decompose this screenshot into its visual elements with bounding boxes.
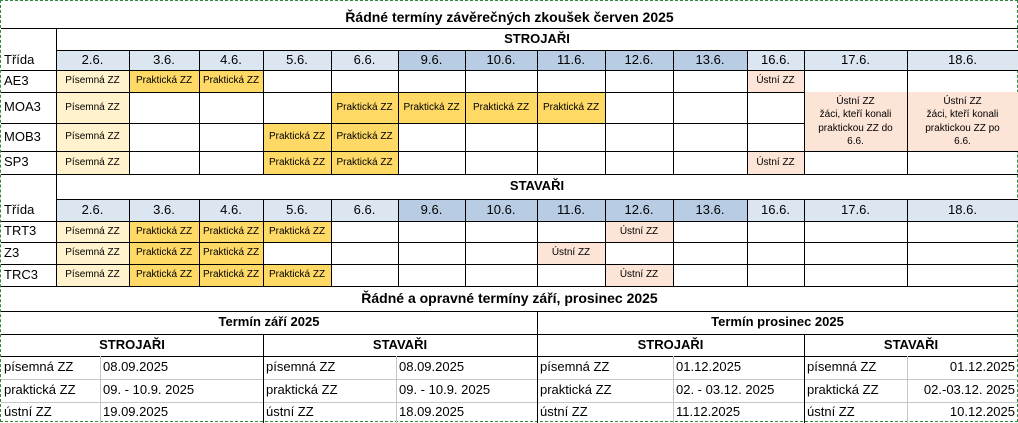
empty-cell[interactable] (537, 151, 605, 174)
grid-line (100, 356, 101, 423)
exam-cell-prakticka[interactable]: Praktická ZZ (129, 242, 199, 264)
december-strojari-title[interactable]: STROJAŘI (637, 336, 704, 352)
empty-cell[interactable] (129, 123, 199, 151)
strojari-date-header[interactable]: 16.6. (747, 50, 804, 70)
empty-cell[interactable] (747, 221, 804, 242)
strojari-date-header[interactable]: 12.6. (605, 50, 673, 70)
term-label[interactable]: ústní ZZ (807, 404, 855, 420)
empty-cell[interactable] (199, 92, 263, 123)
empty-cell[interactable] (537, 221, 605, 242)
oral-exam-note-line: Ústní ZZ (836, 96, 875, 108)
strojari-date-header[interactable]: 17.6. (804, 50, 907, 70)
stavari-date-header[interactable]: 6.6. (331, 199, 398, 221)
grid-line (1, 264, 1018, 265)
exam-cell-pisemna[interactable]: Písemná ZZ (56, 242, 129, 264)
grid-line (199, 50, 200, 174)
grid-line (1, 402, 1018, 403)
term-date-value[interactable]: 02. - 03.12. 2025 (676, 382, 775, 398)
strojari-date-header[interactable]: 4.6. (199, 50, 263, 70)
term-date-value[interactable]: 19.09.2025 (103, 404, 169, 420)
empty-cell[interactable] (331, 221, 398, 242)
grid-line (605, 50, 606, 174)
empty-cell[interactable] (804, 264, 907, 286)
strojari-class-label[interactable]: MOB3 (4, 128, 41, 144)
grid-line (56, 174, 57, 199)
grid-line (263, 50, 264, 174)
strojari-class-label[interactable]: SP3 (4, 154, 29, 170)
strojari-date-header[interactable]: 11.6. (537, 50, 605, 70)
exam-cell-ustni[interactable]: Ústní ZZ (605, 264, 673, 286)
bottom-title[interactable]: Řádné a opravné termíny září, prosinec 2025 (361, 289, 658, 306)
empty-cell[interactable] (465, 264, 537, 286)
empty-cell[interactable] (398, 70, 465, 92)
term-date-value[interactable]: 09. - 10.9. 2025 (399, 382, 491, 398)
exam-cell-ustni[interactable]: Ústní ZZ (747, 151, 804, 174)
strojari-title[interactable]: STROJAŘI (504, 30, 570, 46)
empty-cell[interactable] (331, 242, 398, 264)
empty-cell[interactable] (673, 221, 747, 242)
empty-cell[interactable] (804, 151, 907, 174)
term-date-value[interactable]: 08.09.2025 (103, 359, 169, 375)
empty-cell[interactable] (398, 242, 465, 264)
empty-cell[interactable] (263, 70, 331, 92)
term-label[interactable]: písemná ZZ (4, 359, 74, 375)
grid-line (1, 334, 1018, 335)
empty-cell[interactable] (605, 92, 673, 123)
stavari-date-header[interactable]: 2.6. (56, 199, 129, 221)
empty-cell[interactable] (537, 123, 605, 151)
exam-cell-prakticka[interactable]: Praktická ZZ (465, 92, 537, 123)
empty-cell[interactable] (465, 123, 537, 151)
stavari-date-header[interactable]: 18.6. (907, 199, 1018, 221)
stavari-date-header[interactable]: 11.6. (537, 199, 605, 221)
empty-cell[interactable] (398, 221, 465, 242)
strojari-date-header[interactable]: 3.6. (129, 50, 199, 70)
december-title[interactable]: Termín prosinec 2025 (711, 314, 844, 330)
strojari-class-label[interactable]: AE3 (4, 72, 29, 88)
empty-cell[interactable] (673, 242, 747, 264)
stavari-title[interactable]: STAVAŘI (509, 178, 565, 194)
term-label[interactable]: praktická ZZ (266, 382, 338, 398)
strojari-class-label[interactable]: MOA3 (4, 99, 41, 115)
empty-cell[interactable] (747, 264, 804, 286)
grid-line (1, 242, 1018, 243)
term-label[interactable]: písemná ZZ (807, 359, 877, 375)
grid-line (907, 356, 908, 423)
term-label[interactable]: praktická ZZ (4, 382, 76, 398)
oral-exam-note[interactable] (804, 92, 907, 151)
term-label[interactable]: ústní ZZ (540, 404, 588, 420)
exam-cell-ustni[interactable]: Ústní ZZ (747, 70, 804, 92)
exam-cell-prakticka[interactable]: Praktická ZZ (263, 151, 331, 174)
empty-cell[interactable] (465, 70, 537, 92)
strojari-date-header[interactable]: 5.6. (263, 50, 331, 70)
grid-line (1, 151, 1018, 152)
grid-line (804, 334, 805, 423)
exam-cell-prakticka[interactable]: Praktická ZZ (263, 123, 331, 151)
exam-cell-ustni[interactable]: Ústní ZZ (537, 242, 605, 264)
stavari-row-label-header[interactable]: Třída (4, 201, 35, 217)
empty-cell[interactable] (673, 151, 747, 174)
term-date-value[interactable]: 10.12.2025 (949, 404, 1015, 420)
grid-line (907, 92, 908, 151)
exam-cell-prakticka[interactable]: Praktická ZZ (199, 264, 263, 286)
strojari-date-header[interactable]: 18.6. (907, 50, 1018, 70)
grid-line (1, 221, 1018, 222)
empty-cell[interactable] (605, 242, 673, 264)
exam-cell-prakticka[interactable]: Praktická ZZ (331, 92, 398, 123)
stavari-date-header[interactable]: 17.6. (804, 199, 907, 221)
stavari-class-label[interactable]: TRC3 (4, 266, 38, 282)
exam-cell-prakticka[interactable]: Praktická ZZ (263, 221, 331, 242)
exam-cell-prakticka[interactable]: Praktická ZZ (129, 264, 199, 286)
oral-exam-note-line: žáci, kteří konali praktickou ZZ do 6.6. (818, 109, 893, 147)
term-label[interactable]: ústní ZZ (4, 404, 52, 420)
term-label[interactable]: ústní ZZ (266, 404, 314, 420)
empty-cell[interactable] (465, 151, 537, 174)
term-date-value[interactable]: 18.09.2025 (399, 404, 465, 420)
stavari-date-header[interactable]: 9.6. (398, 199, 465, 221)
grid-line (537, 311, 538, 423)
term-date-value[interactable]: 02.-03.12. 2025 (923, 382, 1015, 398)
empty-cell[interactable] (129, 151, 199, 174)
empty-cell[interactable] (804, 221, 907, 242)
empty-cell[interactable] (398, 123, 465, 151)
grid-line (673, 356, 674, 423)
empty-cell[interactable] (398, 264, 465, 286)
stavari-class-label[interactable]: Z3 (4, 244, 20, 260)
grid-line (1, 28, 1018, 29)
exam-cell-ustni[interactable]: Ústní ZZ (605, 221, 673, 242)
stavari-date-header[interactable]: 4.6. (199, 199, 263, 221)
grid-line (465, 50, 466, 174)
december-stavari-title[interactable]: STAVAŘI (883, 336, 939, 352)
main-title[interactable]: Řádné termíny závěrečných zkoušek červen 2025 (345, 8, 674, 25)
grid-line (331, 50, 332, 174)
strojari-date-header[interactable]: 2.6. (56, 50, 129, 70)
exam-cell-pisemna[interactable]: Písemná ZZ (56, 92, 129, 123)
strojari-date-header[interactable]: 6.6. (331, 50, 398, 70)
term-date-value[interactable]: 01.12.2025 (949, 359, 1015, 375)
empty-cell[interactable] (673, 92, 747, 123)
grid-line (56, 50, 57, 174)
stavari-date-header[interactable]: 5.6. (263, 199, 331, 221)
exam-cell-prakticka[interactable]: Praktická ZZ (263, 264, 331, 286)
empty-cell[interactable] (907, 264, 1018, 286)
empty-cell[interactable] (747, 123, 804, 151)
term-date-value[interactable]: 11.12.2025 (676, 404, 741, 420)
empty-cell[interactable] (465, 221, 537, 242)
empty-cell[interactable] (804, 242, 907, 264)
stavari-date-header[interactable]: 12.6. (605, 199, 673, 221)
empty-cell[interactable] (907, 242, 1018, 264)
oral-exam-note[interactable] (907, 92, 1018, 151)
grid-line (56, 28, 57, 50)
empty-cell[interactable] (747, 242, 804, 264)
term-date-value[interactable]: 08.09.2025 (399, 359, 465, 375)
exam-cell-prakticka[interactable]: Praktická ZZ (398, 92, 465, 123)
term-label[interactable]: písemná ZZ (266, 359, 336, 375)
grid-line (1, 356, 1018, 357)
empty-cell[interactable] (747, 92, 804, 123)
strojari-row-label-header[interactable]: Třída (4, 51, 35, 67)
strojari-date-header[interactable]: 13.6. (673, 50, 747, 70)
empty-cell[interactable] (673, 123, 747, 151)
empty-cell[interactable] (673, 264, 747, 286)
september-title[interactable]: Termín září 2025 (218, 314, 320, 330)
empty-cell[interactable] (199, 151, 263, 174)
grid-line (1, 70, 1018, 71)
empty-cell[interactable] (129, 92, 199, 123)
empty-cell[interactable] (907, 151, 1018, 174)
strojari-date-header[interactable]: 10.6. (465, 50, 537, 70)
exam-cell-pisemna[interactable]: Písemná ZZ (56, 123, 129, 151)
grid-line (673, 50, 674, 174)
empty-cell[interactable] (263, 242, 331, 264)
september-strojari-title[interactable]: STROJAŘI (99, 336, 165, 352)
grid-line (56, 199, 1018, 200)
grid-line (537, 50, 538, 174)
exam-cell-prakticka[interactable]: Praktická ZZ (199, 221, 263, 242)
exam-cell-prakticka[interactable]: Praktická ZZ (199, 70, 263, 92)
exam-cell-prakticka[interactable]: Praktická ZZ (331, 123, 398, 151)
grid-line (804, 92, 805, 151)
grid-line (129, 50, 130, 174)
exam-cell-pisemna[interactable]: Písemná ZZ (56, 264, 129, 286)
term-label[interactable]: písemná ZZ (540, 359, 610, 375)
empty-cell[interactable] (263, 92, 331, 123)
grid-line (398, 50, 399, 174)
oral-exam-note-line: Ústní ZZ (943, 96, 982, 108)
empty-cell[interactable] (605, 123, 673, 151)
grid-line (1, 379, 1018, 380)
empty-cell[interactable] (605, 151, 673, 174)
grid-line (263, 334, 264, 423)
exam-cell-prakticka[interactable]: Praktická ZZ (331, 151, 398, 174)
exam-cell-pisemna[interactable]: Písemná ZZ (56, 70, 129, 92)
exam-cell-prakticka[interactable]: Praktická ZZ (199, 242, 263, 264)
exam-cell-prakticka[interactable]: Praktická ZZ (537, 92, 605, 123)
empty-cell[interactable] (605, 70, 673, 92)
stavari-date-header[interactable]: 16.6. (747, 199, 804, 221)
empty-cell[interactable] (398, 151, 465, 174)
stavari-date-header[interactable]: 13.6. (673, 199, 747, 221)
grid-line (56, 50, 1018, 51)
grid-line (396, 356, 397, 423)
empty-cell[interactable] (673, 70, 747, 92)
grid-line (1, 311, 1018, 312)
stavari-date-header[interactable]: 3.6. (129, 199, 199, 221)
exam-cell-prakticka[interactable]: Praktická ZZ (129, 221, 199, 242)
empty-cell[interactable] (199, 123, 263, 151)
empty-cell[interactable] (907, 221, 1018, 242)
stavari-date-header[interactable]: 10.6. (465, 199, 537, 221)
empty-cell[interactable] (331, 264, 398, 286)
stavari-class-label[interactable]: TRT3 (4, 223, 37, 239)
exam-cell-pisemna[interactable]: Písemná ZZ (56, 221, 129, 242)
empty-cell[interactable] (804, 70, 907, 92)
empty-cell[interactable] (465, 242, 537, 264)
grid-line (747, 50, 748, 174)
term-date-value[interactable]: 01.12.2025 (676, 359, 742, 375)
term-date-value[interactable]: 09. - 10.9. 2025 (103, 382, 195, 398)
strojari-date-header[interactable]: 9.6. (398, 50, 465, 70)
exam-cell-prakticka[interactable]: Praktická ZZ (129, 70, 199, 92)
empty-cell[interactable] (537, 70, 605, 92)
empty-cell[interactable] (907, 70, 1018, 92)
oral-exam-note-line: žáci, kteří konali praktickou ZZ po 6.6. (925, 109, 1000, 147)
september-stavari-title[interactable]: STAVAŘI (372, 336, 428, 352)
empty-cell[interactable] (331, 70, 398, 92)
empty-cell[interactable] (537, 264, 605, 286)
exam-cell-pisemna[interactable]: Písemná ZZ (56, 151, 129, 174)
term-label[interactable]: praktická ZZ (807, 382, 879, 398)
term-label[interactable]: praktická ZZ (540, 382, 612, 398)
